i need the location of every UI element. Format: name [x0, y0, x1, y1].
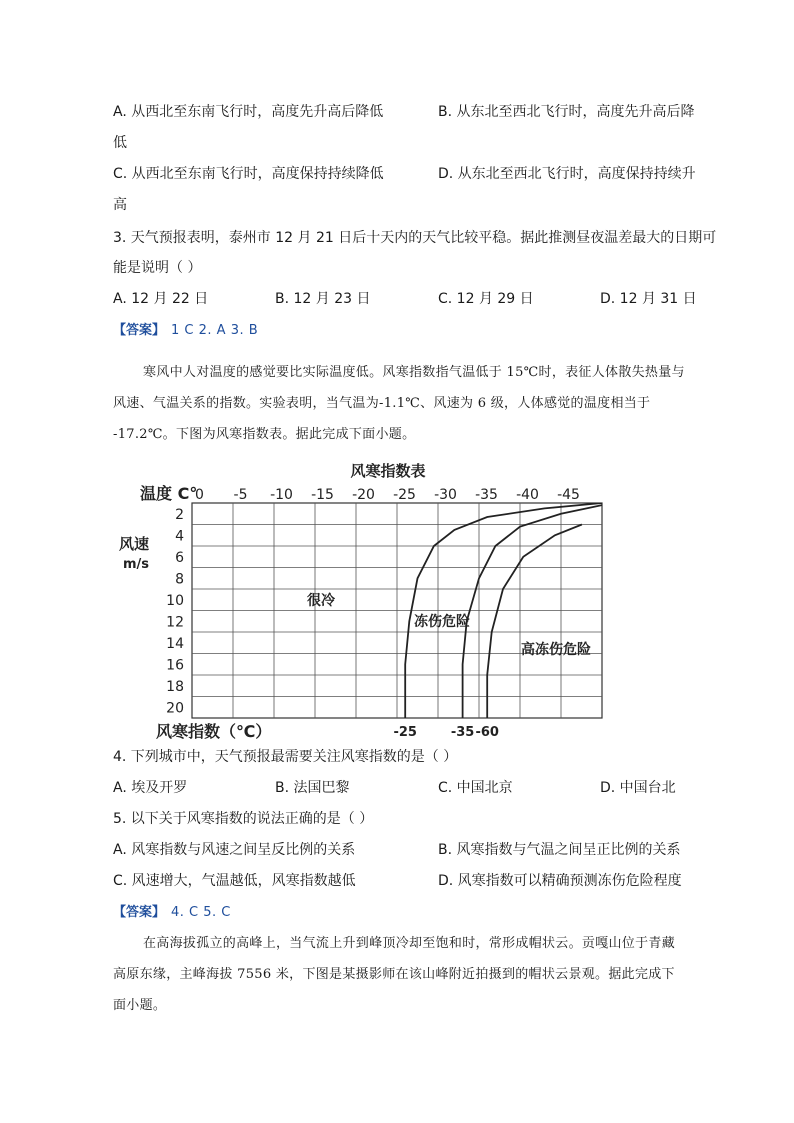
x-tick-label: -40 [516, 487, 539, 503]
q2-option-d: D. 从东北至西北飞行时，高度保持持续升 [438, 166, 696, 182]
q3-option-c: C. 12 月 29 日 [438, 291, 534, 307]
passage2-line2: 高原东缘，主峰海拔 7556 米，下图是某摄影师在该山峰附近拍摄到的帽状云景观。据此完成下 [113, 967, 675, 982]
q5-option-c: C. 风速增大，气温越低，风寒指数越低 [113, 873, 356, 889]
bottom-value: -60 [475, 725, 499, 740]
q3-option-b: B. 12 月 23 日 [275, 291, 371, 307]
y-tick-label: 2 [175, 506, 184, 523]
y-tick-label: 12 [166, 614, 184, 631]
answer-block-1 [113, 321, 258, 341]
y-axis-label-line1: 风速 [118, 535, 150, 553]
q5-option-a: A. 风寒指数与风速之间呈反比例的关系 [113, 842, 356, 858]
q2-option-a-wrap: 低 [113, 135, 127, 151]
bottom-value: -35 [450, 725, 475, 740]
answer-text: 4. C 5. C [171, 905, 231, 920]
region-label-frostbite-risk: 冻伤危险 [414, 614, 470, 630]
bottom-axis-label: 风寒指数（℃） [156, 722, 272, 740]
x-tick-label: -15 [311, 487, 334, 503]
passage2-line3: 面小题。 [113, 998, 167, 1013]
q3-option-d: D. 12 月 31 日 [600, 291, 697, 307]
region-label-high-frostbite-risk: 高冻伤危险 [521, 642, 591, 658]
x-tick-label: -25 [393, 487, 416, 503]
bottom-value: -25 [393, 725, 417, 740]
q4-stem: 4. 下列城市中，天气预报最需要关注风寒指数的是（ ） [113, 749, 458, 765]
q2-option-a: A. 从西北至东南飞行时，高度先升高后降低 [113, 104, 384, 120]
x-tick-label: 0 [195, 487, 204, 503]
q5-option-b: B. 风寒指数与气温之间呈正比例的关系 [438, 842, 681, 858]
x-tick-label: -10 [270, 487, 293, 503]
answer-text: 1 C 2. A 3. B [171, 323, 259, 338]
q5-option-d: D. 风寒指数可以精确预测冻伤危险程度 [438, 873, 682, 889]
passage1-line1: 寒风中人对温度的感觉要比实际温度低。风寒指数指气温低于 15℃时，表征人体散失热量与 [143, 365, 685, 380]
x-axis-label: 温度 C° [140, 484, 198, 503]
q5-stem: 5. 以下关于风寒指数的说法正确的是（ ） [113, 811, 374, 827]
q4-option-b: B. 法国巴黎 [275, 780, 350, 796]
q3-stem-line1: 3. 天气预报表明，泰州市 12 月 21 日后十天内的天气比较平稳。据此推测昼夜温差最大的日期可 [113, 230, 717, 246]
x-tick-label: -45 [557, 487, 580, 503]
chart-title: 风寒指数表 [350, 462, 426, 480]
y-tick-label: 10 [166, 592, 184, 609]
q2-option-b: B. 从东北至西北飞行时，高度先升高后降 [438, 104, 695, 120]
answer-tag: 【答案】 [113, 323, 166, 338]
q2-option-d-wrap: 高 [113, 197, 127, 213]
y-tick-label: 20 [166, 700, 184, 717]
y-tick-label: 6 [175, 549, 184, 566]
q2-option-c: C. 从西北至东南飞行时，高度保持持续降低 [113, 166, 384, 182]
y-tick-label: 14 [166, 635, 184, 652]
answer-tag: 【答案】 [113, 905, 166, 920]
answer-block-2 [113, 903, 231, 923]
q4-option-c: C. 中国北京 [438, 780, 513, 796]
q4-option-a: A. 埃及开罗 [113, 780, 188, 796]
passage1-line3: -17.2℃。下图为风寒指数表。据此完成下面小题。 [113, 427, 416, 442]
passage1-line2: 风速、气温关系的指数。实验表明，当气温为-1.1℃、风速为 6 级，人体感觉的温度相当于 [113, 396, 651, 411]
y-tick-label: 8 [175, 571, 184, 588]
y-tick-label: 4 [175, 528, 184, 545]
x-tick-label: -35 [475, 487, 498, 503]
y-tick-label: 18 [166, 678, 184, 695]
region-label-very-cold: 很冷 [307, 593, 335, 609]
q3-option-a: A. 12 月 22 日 [113, 291, 209, 307]
x-tick-label: -30 [434, 487, 457, 503]
passage2-line1: 在高海拔孤立的高峰上，当气流上升到峰顶冷却至饱和时，常形成帽状云。贡嘎山位于青藏 [143, 936, 676, 951]
q3-stem-line2: 能是说明（ ） [113, 260, 202, 276]
wind-chill-chart [112, 456, 612, 740]
y-axis-label-line2: m/s [122, 557, 150, 572]
x-tick-label: -20 [352, 487, 375, 503]
y-tick-label: 16 [166, 657, 184, 674]
q4-option-d: D. 中国台北 [600, 780, 676, 796]
x-tick-label: -5 [233, 487, 248, 503]
